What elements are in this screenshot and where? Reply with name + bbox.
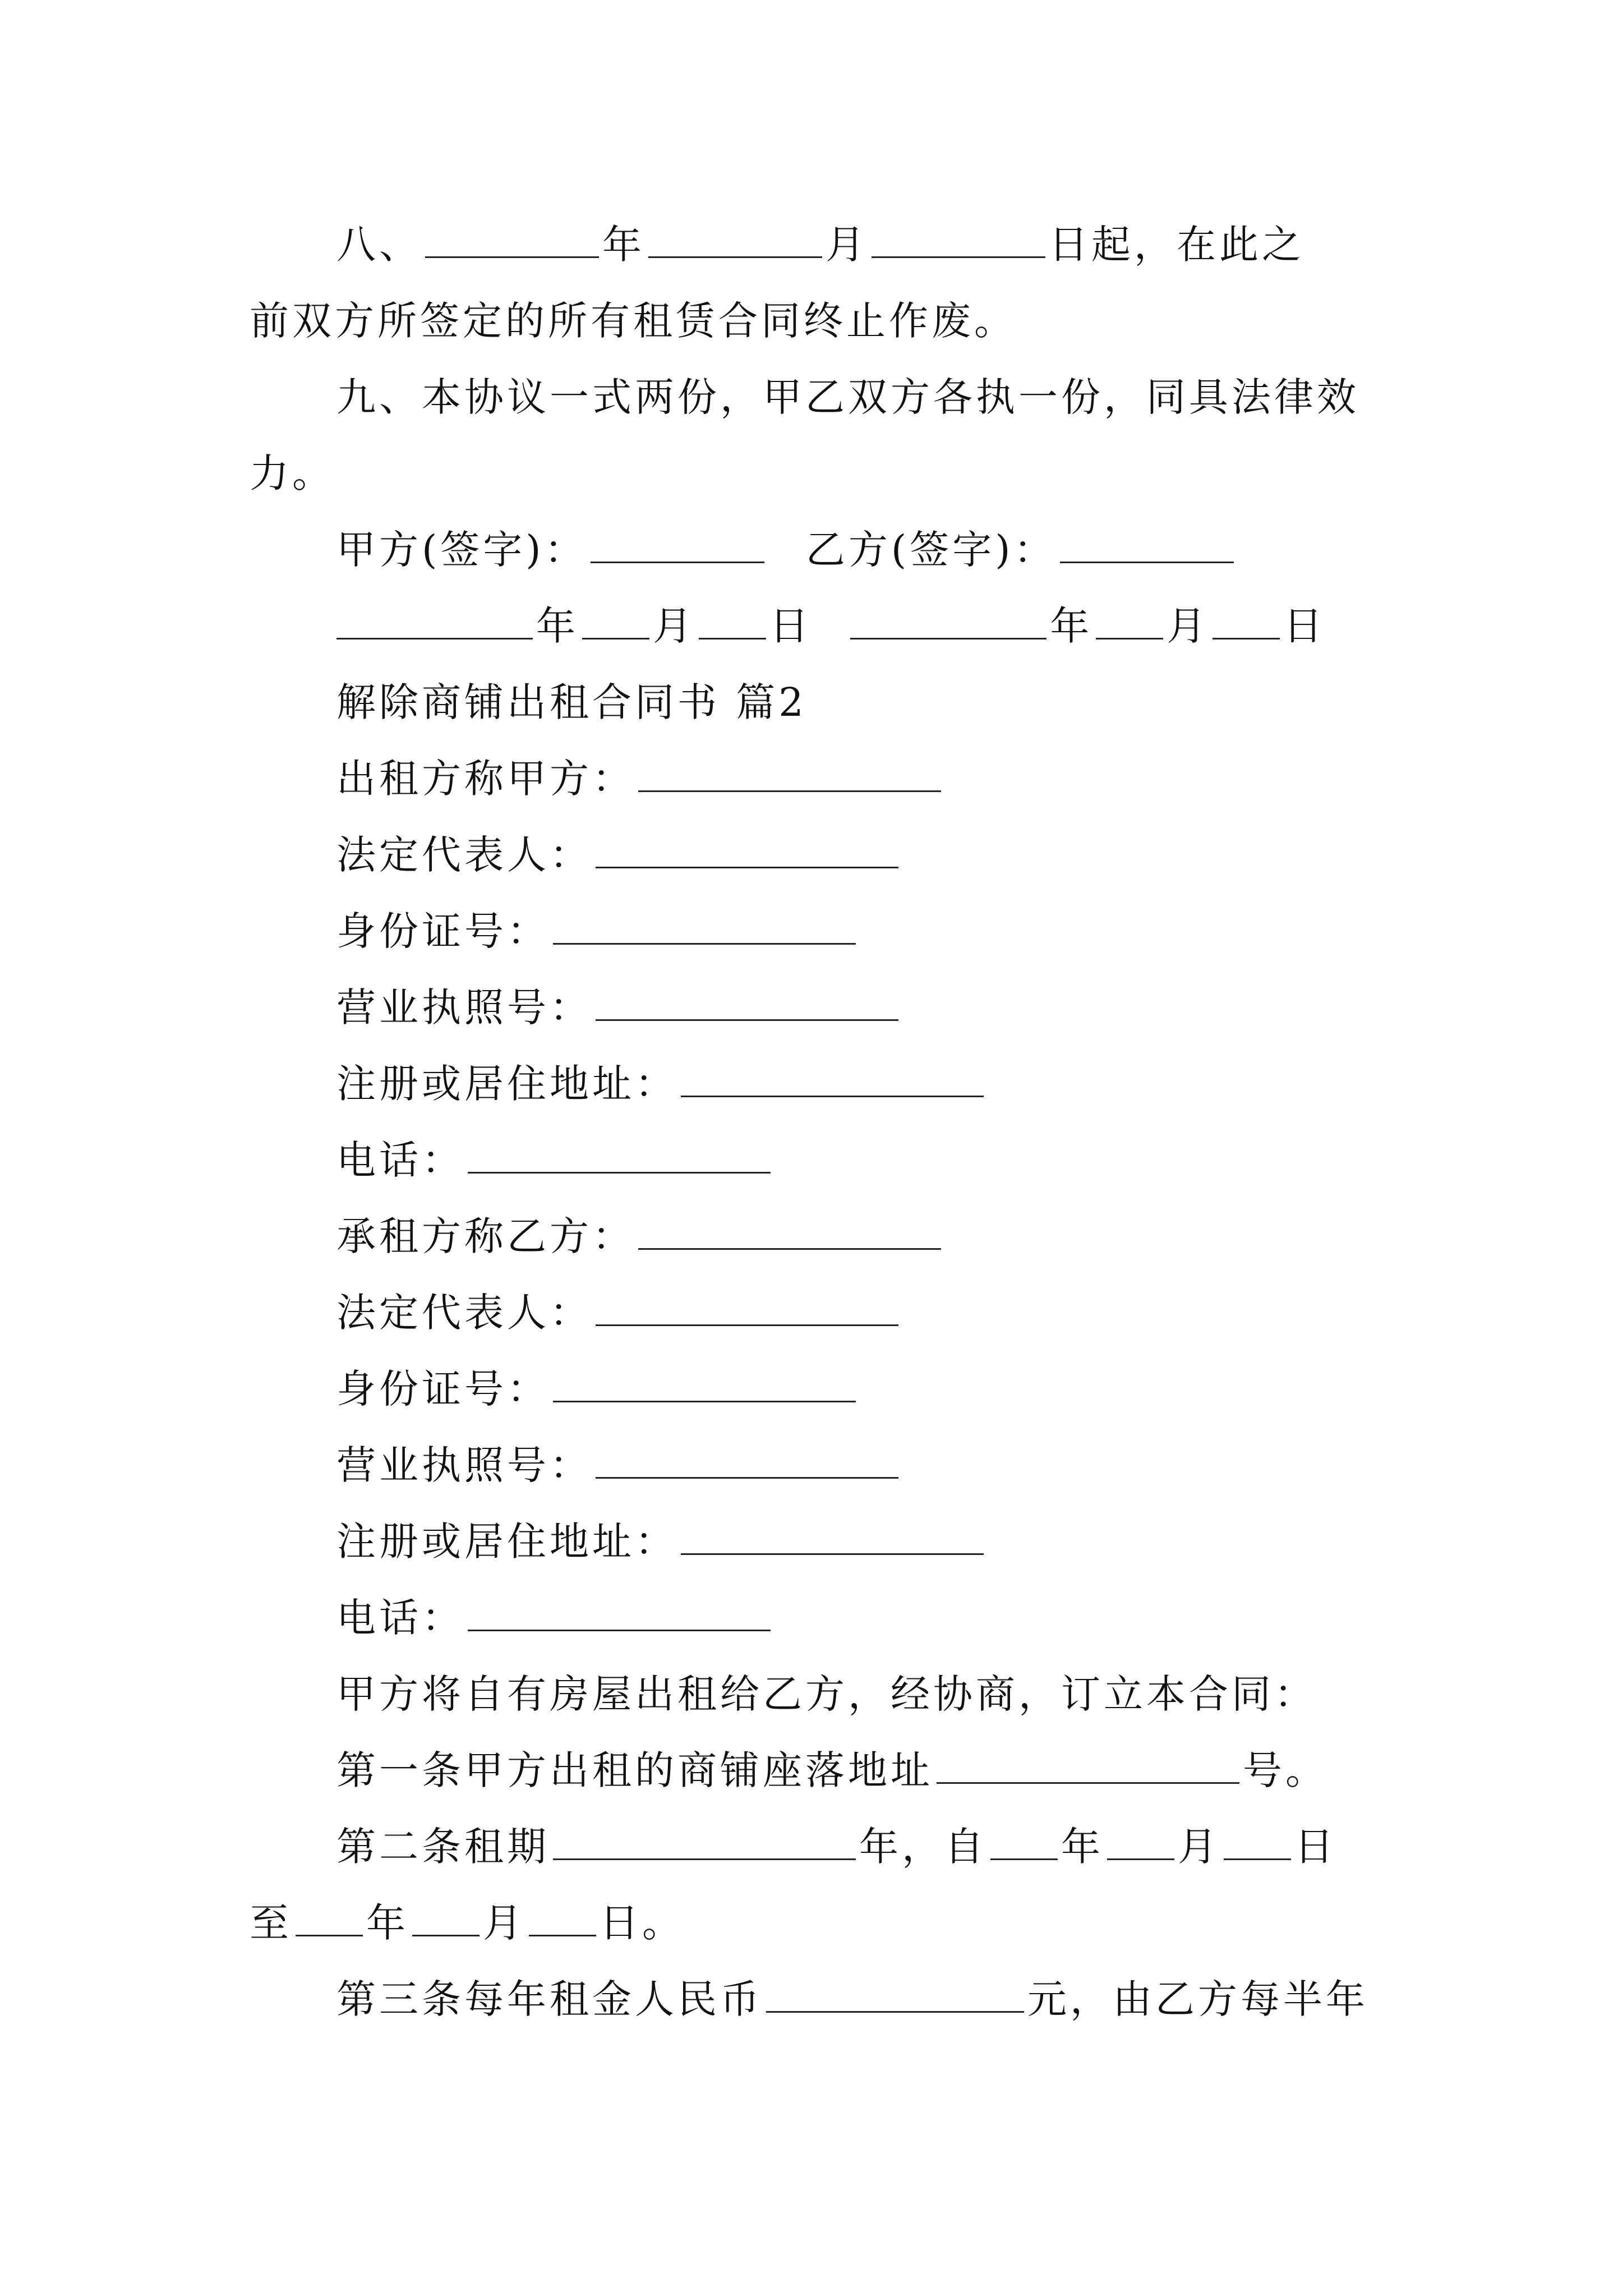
signature-line [336,522,1237,578]
lessor-phone-blank[interactable] [468,1133,771,1174]
party-b-month-label: 月 [1166,603,1210,649]
article-2-prefix: 第二条租期 [336,1824,550,1870]
party-a-month-label: 月 [653,603,695,649]
party-a-day-label: 日 [769,603,812,649]
lessee-name-blank[interactable] [638,1209,941,1250]
lessee-rep-blank[interactable] [596,1285,898,1326]
end-day-label: 日。 [600,1900,685,1946]
party-a-year-blank[interactable] [336,599,533,639]
start-day-blank[interactable] [1224,1819,1291,1860]
party-b-day-blank[interactable] [1212,599,1280,639]
lessor-license-blank[interactable] [596,980,898,1021]
lessee-rep-label: 法定代表人： [336,1290,592,1336]
start-month-label: 月 [1178,1824,1220,1870]
lessor-license-label: 营业执照号： [336,984,592,1030]
month-label: 月 [826,222,868,268]
lessor-phone-label: 电话： [336,1137,464,1183]
month-blank[interactable] [648,217,822,258]
lessor-id-label: 身份证号： [336,908,550,954]
article-3-line [336,1971,1368,2027]
clause-8-line-1 [336,217,1304,273]
lessor-label-line [336,751,944,807]
start-year-blank[interactable] [990,1819,1058,1860]
article-1-suffix: 号。 [1243,1747,1328,1793]
article-2-line-2 [250,1895,685,1951]
lease-years-blank[interactable] [553,1819,856,1860]
article-1-address-blank[interactable] [937,1743,1239,1784]
party-b-year-blank[interactable] [850,599,1046,639]
party-a-year-label: 年 [536,603,579,649]
lessee-rep-line [336,1285,902,1341]
lessee-label: 承租方称乙方： [336,1213,635,1259]
lessee-phone-blank[interactable] [468,1590,771,1631]
end-month-label: 月 [483,1900,525,1946]
lessee-id-line [336,1361,859,1417]
party-b-signature-blank[interactable] [1060,522,1234,563]
lessee-phone-label: 电话： [336,1595,464,1641]
start-day-label: 日 [1294,1824,1337,1870]
lessee-license-line [336,1437,902,1493]
year-blank[interactable] [425,217,599,258]
article-1-prefix: 第一条甲方出租的商铺座落地址 [336,1747,933,1793]
lessee-id-label: 身份证号： [336,1366,550,1412]
end-year-label: 年 [366,1900,409,1946]
party-b-signature-label: 乙方(签字)： [805,527,1057,573]
lessor-rep-line [336,827,902,883]
start-month-blank[interactable] [1107,1819,1174,1860]
lessor-name-blank[interactable] [638,751,941,792]
party-a-month-blank[interactable] [582,599,649,639]
lessor-address-label: 注册或居住地址： [336,1061,677,1107]
lessor-phone-line [336,1132,774,1188]
lessor-rep-label: 法定代表人： [336,832,592,878]
lessee-license-blank[interactable] [596,1438,898,1479]
clause-8-suffix: 日起，在此之 [1049,222,1304,268]
signature-date-line [336,598,1326,654]
lessee-address-label: 注册或居住地址： [336,1519,677,1565]
contract-intro: 甲方将自有房屋出租给乙方，经协商，订立本合同： [336,1671,1317,1717]
party-b-month-blank[interactable] [1096,599,1163,639]
lessor-id-blank[interactable] [553,904,856,945]
party-a-signature-blank[interactable] [591,522,764,563]
lessor-label: 出租方称甲方： [336,756,635,802]
clause-9-line-1: 九、本协议一式两份，甲乙双方各执一份，同具法律效 [336,374,1359,420]
article-3-suffix: 元，由乙方每半年 [1027,1976,1368,2022]
party-a-day-blank[interactable] [699,599,766,639]
lessee-address-line [336,1513,987,1570]
lessee-label-line [336,1208,944,1264]
lessee-license-label: 营业执照号： [336,1442,592,1488]
lessor-id-line [336,903,859,959]
clause-9-line-2: 力。 [250,450,335,496]
lease-years-label: 年，自 [859,1824,987,1870]
lessor-license-line [336,979,902,1036]
lessee-id-blank[interactable] [553,1361,856,1402]
end-year-blank[interactable] [296,1895,363,1936]
end-day-blank[interactable] [529,1895,596,1936]
end-month-blank[interactable] [412,1895,479,1936]
party-b-day-label: 日 [1283,603,1326,649]
article-2-line-1 [336,1819,1337,1875]
annual-rent-blank[interactable] [766,1972,1024,2013]
lessee-address-blank[interactable] [681,1514,984,1555]
day-blank[interactable] [872,217,1045,258]
party-b-year-label: 年 [1050,603,1093,649]
lessor-address-blank[interactable] [681,1056,984,1097]
article-1-line [336,1742,1328,1798]
article-3-prefix: 第三条每年租金人民币 [336,1976,763,2022]
clause-8-prefix: 八、 [336,222,422,268]
clause-8-line-2: 前双方所签定的所有租赁合同终止作废。 [250,298,1017,344]
article-2-to: 至 [250,1900,292,1946]
start-year-label: 年 [1061,1824,1104,1870]
section-2-title: 解除商铺出租合同书 篇2 [336,679,807,725]
party-a-signature-label: 甲方(签字)： [336,527,587,573]
year-label: 年 [602,222,645,268]
lessee-phone-line [336,1590,774,1646]
lessor-rep-blank[interactable] [596,827,898,868]
lessor-address-line [336,1056,987,1112]
